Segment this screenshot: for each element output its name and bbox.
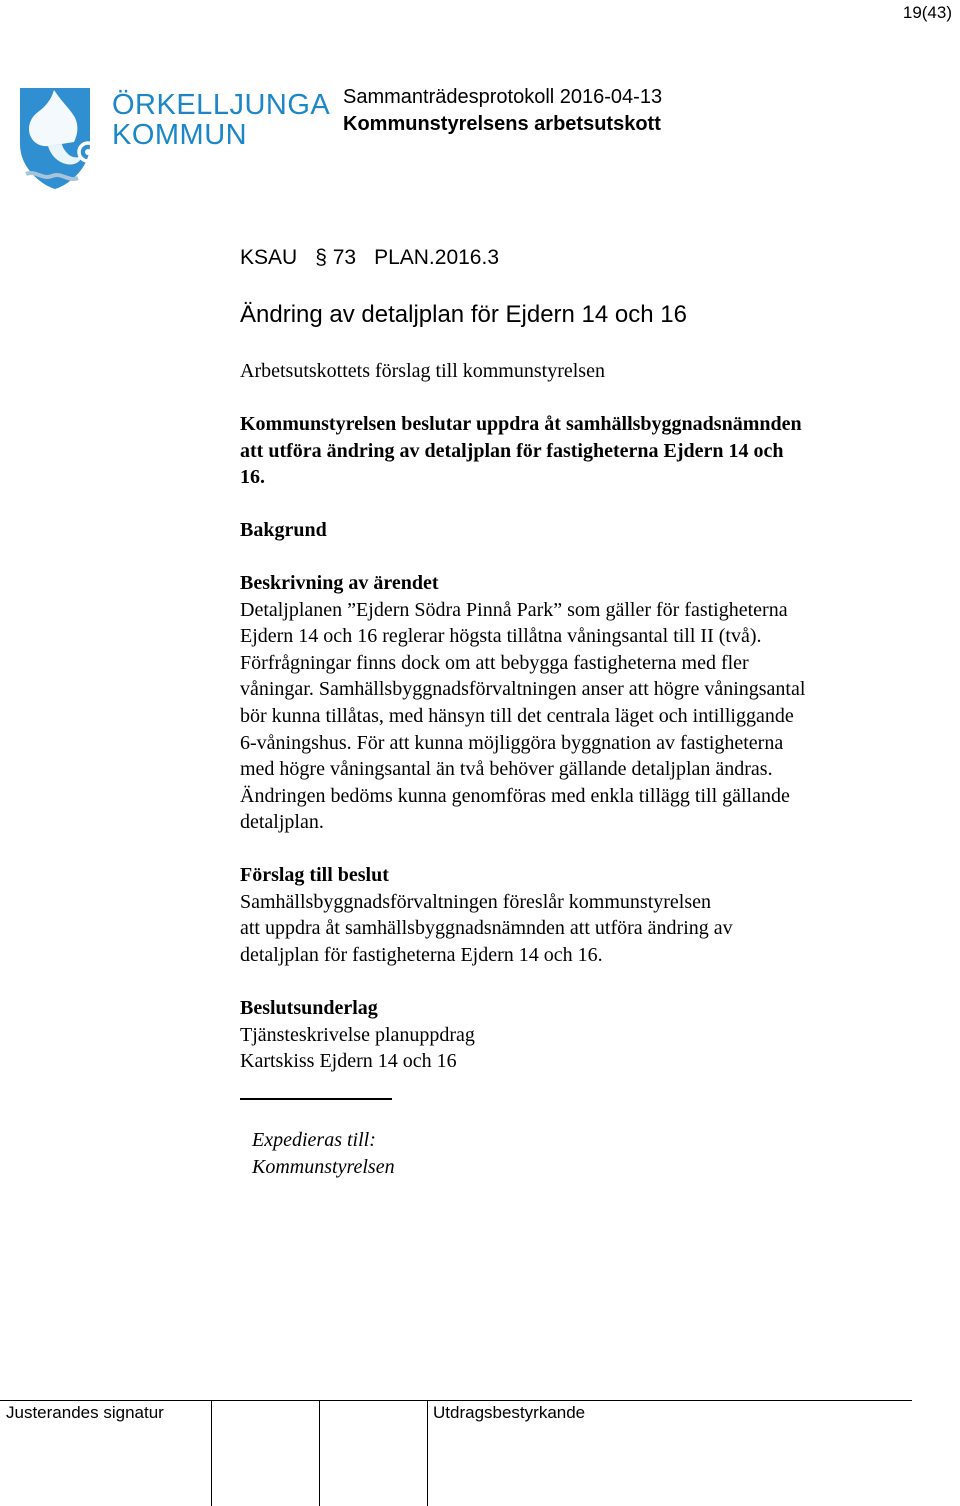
description-line: våningar. Samhällsbyggnadsförvaltningen anser att högre våningsantal [240, 678, 806, 701]
description-line: Detaljplanen ”Ejdern Södra Pinnå Park” som gäller för fastigheterna [240, 598, 788, 621]
case-reference [240, 246, 499, 270]
page-title: Ändring av detaljplan för Ejdern 14 och 16 [240, 301, 687, 328]
municipal-logo-icon [18, 86, 104, 195]
proposal-line: 16. [240, 466, 265, 489]
description-line: 6-våningshus. För att kunna möjliggöra byggnation av fastigheterna [240, 731, 784, 754]
page-number: 19(43) [902, 3, 952, 22]
decision-basis-item: Kartskiss Ejdern 14 och 16 [240, 1050, 457, 1073]
decision-proposal-line: detaljplan för fastigheterna Ejdern 14 och 16. [240, 943, 603, 966]
municipality-name [112, 90, 330, 150]
decision-proposal-line: att uppdra åt samhällsbyggnadsnämnden att utföra ändring av [240, 917, 733, 940]
paragraph-sign: § [315, 246, 327, 269]
description-line: Förfrågningar finns dock om att bebygga fastigheterna med fler [240, 651, 749, 674]
decision-basis-item: Tjänsteskrivelse planuppdrag [240, 1023, 475, 1046]
signature-label: Justerandes signatur [6, 1403, 164, 1422]
description-heading: Beskrivning av ärendet [240, 572, 439, 594]
municipality-name-line2: KOMMUN [112, 119, 248, 151]
proposal-line: Kommunstyrelsen beslutar uppdra åt samhällsbyggnadsnämnden [240, 413, 802, 435]
signature-box-divider [427, 1400, 428, 1506]
certification-label: Utdragsbestyrkande [433, 1403, 586, 1422]
case-section: KSAU [240, 246, 298, 269]
description-line: bör kunna tillåtas, med hänsyn till det centrala läget och intilliggande [240, 704, 794, 727]
description-line: Ejdern 14 och 16 reglerar högsta tillåtna våningsantal till II (två). [240, 625, 762, 648]
proposal-text [240, 411, 910, 491]
signature-box-divider [319, 1400, 320, 1506]
decision-basis-heading: Beslutsunderlag [240, 997, 378, 1019]
subheading: Arbetsutskottets förslag till kommunstyrelsen [240, 360, 605, 382]
decision-proposal-section [240, 862, 920, 968]
description-line: Ändringen bedöms kunna genomföras med enkla tillägg till gällande [240, 784, 790, 807]
municipality-name-line1: ÖRKELLJUNGA [112, 89, 331, 121]
decision-proposal-line: Samhällsbyggnadsförvaltningen föreslår kommunstyrelsen [240, 890, 712, 913]
description-section [240, 570, 920, 836]
dispatch-label: Expedieras till: [252, 1129, 376, 1151]
description-line: detaljplan. [240, 811, 324, 834]
signature-box-divider [211, 1400, 212, 1506]
dispatch-recipient: Kommunstyrelsen [252, 1156, 395, 1178]
case-ref-number: PLAN.2016.3 [374, 246, 500, 269]
proposal-line: att utföra ändring av detaljplan för fastigheterna Ejdern 14 och [240, 439, 784, 462]
decision-basis-section [240, 995, 920, 1075]
dispatch-block [252, 1127, 395, 1181]
description-line: med högre våningsantal än två behöver gällande detaljplan ändras. [240, 758, 773, 781]
background-heading: Bakgrund [240, 519, 327, 541]
case-number: 73 [332, 246, 357, 269]
decision-proposal-heading: Förslag till beslut [240, 864, 389, 886]
footer-rule [0, 1400, 912, 1401]
protocol-title: Sammanträdesprotokoll 2016-04-13 [343, 86, 663, 108]
divider [240, 1098, 392, 1100]
committee-name: Kommunstyrelsens arbetsutskott [343, 113, 661, 135]
